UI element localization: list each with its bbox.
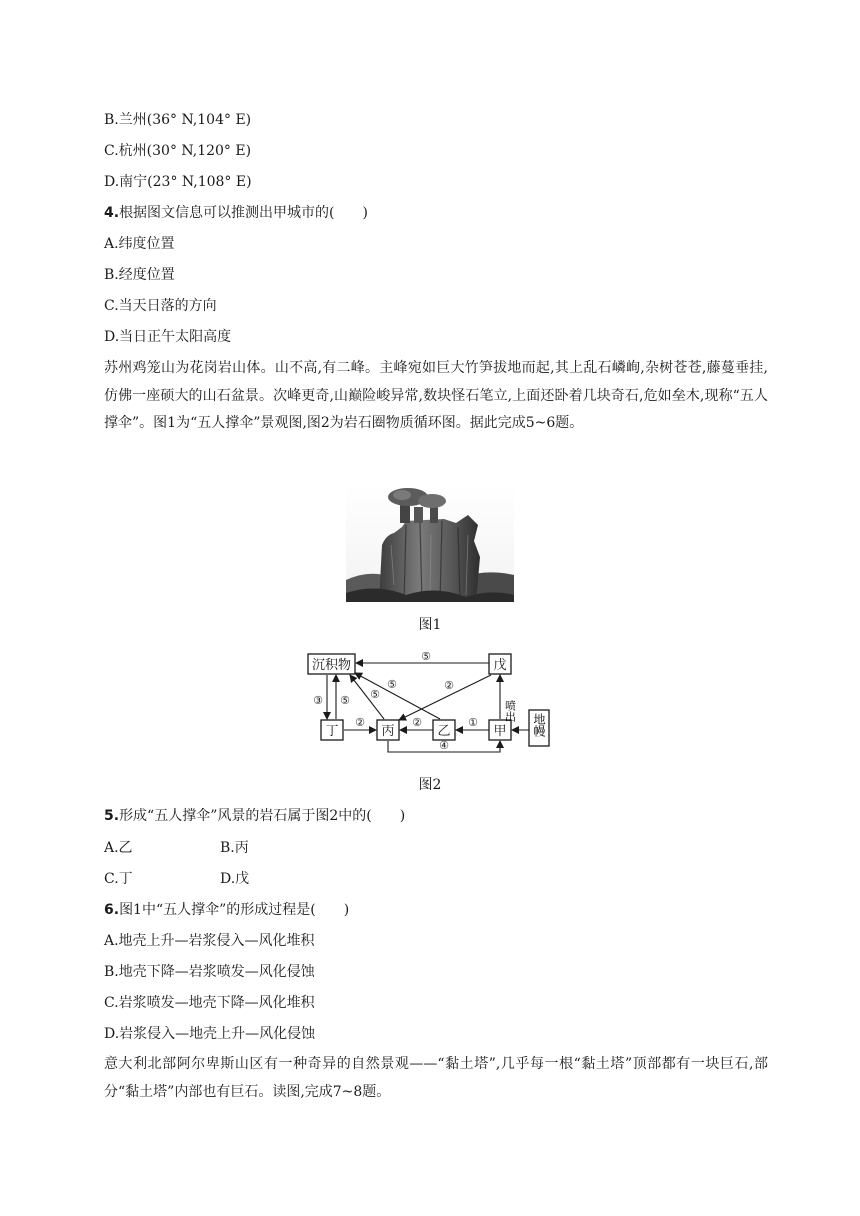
q5-row1: [104, 838, 249, 858]
q5-option-d: D.戊: [220, 871, 250, 887]
label-ding-bing: ②: [355, 716, 365, 729]
q4-stem: [104, 203, 368, 223]
q4-number: 4.: [104, 205, 120, 221]
label-bing-jia: ④: [439, 739, 449, 752]
label-erupt: 喷出: [503, 700, 517, 722]
q4-option-d: D.当日正午太阳高度: [104, 329, 232, 345]
q6-option-d: D.岩浆侵入—地壳上升—风化侵蚀: [104, 1026, 316, 1042]
node-bing: 丙: [381, 724, 395, 739]
q5-stem-text: 形成“五人撑伞”风景的岩石属于图2中的( ): [119, 808, 406, 824]
label-yi-bing: ②: [412, 716, 422, 729]
q6-number: 6.: [104, 902, 120, 918]
figure2-caption: 图2: [418, 777, 442, 793]
q4-option-a: A.纬度位置: [104, 236, 175, 252]
node-sediment: 沉积物: [311, 658, 352, 673]
label-sediment-ding: ③: [313, 694, 323, 707]
node-yi: 乙: [437, 724, 451, 739]
label-wu-bing: ②: [444, 679, 454, 692]
passage-clay-towers: 意大利北部阿尔卑斯山区有一种奇异的自然景观——“黏土塔”,几乎每一根“黏土塔”顶部都有一块巨石,部分“黏土塔”内部也有巨石。读图,完成7~8题。: [104, 1056, 768, 1100]
label-wu-sediment: ⑤: [421, 650, 431, 663]
q5-option-b: B.丙: [220, 840, 249, 856]
q6-option-b: B.地壳下降—岩浆喷发—风化侵蚀: [104, 964, 315, 980]
passage-jilongshan: 苏州鸡笼山为花岗岩山体。山不高,有二峰。主峰宛如巨大竹笋拔地而起,其上乱石嶙峋,杂树苍苍,藤蔓垂挂,仿佛一座硕大的山石盆景。次峰更奇,山巅险峻异常,数块怪石笔立,上面还卧着几块奇石,危如垒木,现称“五人撑伞”。图1为“五人撑伞”景观图,图2为岩石圈物质循环图。据此完成5~6题。: [104, 360, 768, 431]
q3-option-b: B.兰州(36° N,104° E): [104, 112, 252, 128]
label-jia-yi: ①: [468, 716, 478, 729]
node-ding: 丁: [325, 724, 339, 739]
q5-stem: [104, 806, 405, 826]
q4-option-c: C.当天日落的方向: [104, 298, 217, 314]
q5-option-a: A.乙: [104, 840, 133, 856]
q4-stem-text: 根据图文信息可以推测出甲城市的( ): [119, 205, 368, 221]
figure1-rock-photo: [346, 485, 514, 602]
arrow-yi-to-sediment: [355, 673, 440, 719]
q3-option-d: D.南宁(23° N,108° E): [104, 174, 252, 190]
q4-option-b: B.经度位置: [104, 267, 175, 283]
label-bing-sediment-2: ⑤: [387, 678, 397, 691]
node-wu: 戊: [493, 658, 507, 673]
q6-stem: [104, 900, 349, 920]
figure1-caption: 图1: [418, 617, 442, 633]
node-mantle: 地幔: [532, 713, 546, 737]
node-jia: 甲: [493, 724, 507, 739]
q5-number: 5.: [104, 808, 120, 824]
q3-option-c: C.杭州(30° N,120° E): [104, 143, 252, 159]
q6-stem-text: 图1中“五人撑伞”的形成过程是( ): [119, 902, 350, 918]
label-bing-sediment: ⑤: [370, 688, 380, 701]
q6-option-c: C.岩浆喷发—地壳下降—风化堆积: [104, 995, 315, 1011]
label-ding-sediment: ⑤: [340, 694, 350, 707]
q6-option-a: A.地壳上升—岩浆侵入—风化堆积: [104, 933, 315, 949]
q5-option-c: C.丁: [104, 871, 133, 887]
figure2-rock-cycle-diagram: [300, 648, 560, 763]
q5-row2: [104, 869, 250, 889]
